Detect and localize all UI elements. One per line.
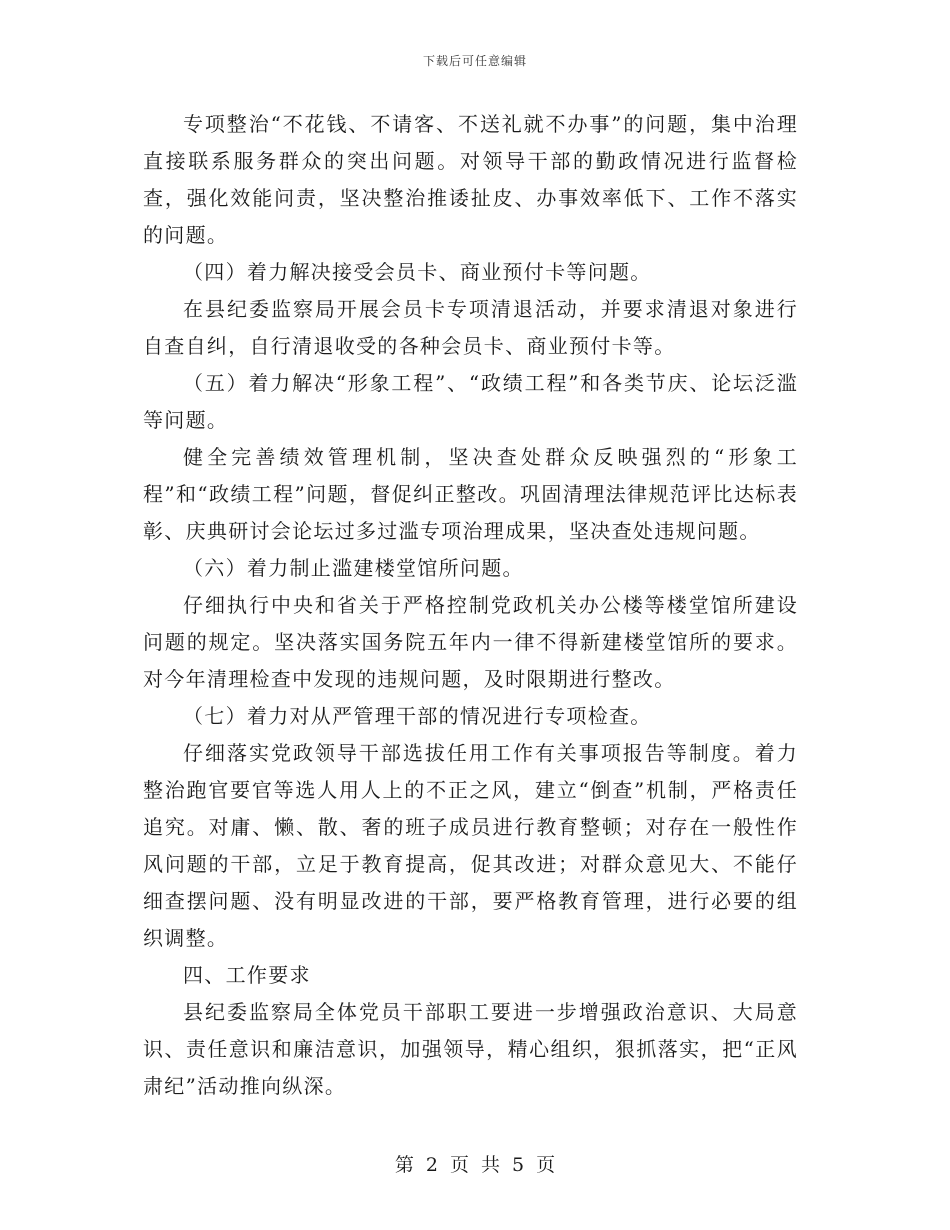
section-heading-work-requirements: 四、工作要求 [183, 963, 311, 987]
paragraph-5: 仔细落实党政领导干部选拔任用工作有关事项报告等制度。着力整治跑官要官等选人用人上的不正之风，建立“倒查”机制，严格责任追究。对庸、懒、散、奢的班子成员进行教育整顿；对存在一般性作风问题的干部，立足于教育提高，促其改进；对群众意见大、不能仔细查摆问题、没有明显改进的干部，要严格教育管理，进行必要的组织调整。 [143, 741, 798, 950]
paragraph-1: 专项整治“不花钱、不请客、不送礼就不办事”的问题，集中治理直接联系服务群众的突出问题。对领导干部的勤政情况进行监督检查，强化效能问责，坚决整治推诿扯皮、办事效率低下、工作不落实的问题。 [143, 112, 798, 247]
document-body [143, 106, 798, 1105]
section-heading-6: （六）着力制止滥建楼堂馆所问题。 [183, 556, 524, 580]
section-heading-4: （四）着力解决接受会员卡、商业预付卡等问题。 [183, 260, 652, 284]
paragraph-4: 仔细执行中央和省关于严格控制党政机关办公楼等楼堂馆所建设问题的规定。坚决落实国务院五年内一律不得新建楼堂馆所的要求。对今年清理检查中发现的违规问题，及时限期进行整改。 [143, 593, 798, 691]
page-number-footer: 第 2 页 共 5 页 [394, 1154, 556, 1176]
page-header: 下载后可任意编辑 [422, 54, 527, 68]
paragraph-2: 在县纪委监察局开展会员卡专项清退活动，并要求清退对象进行自查自纠，自行清退收受的各种会员卡、商业预付卡等。 [143, 297, 798, 358]
paragraph-3: 健全完善绩效管理机制，坚决查处群众反映强烈的“形象工程”和“政绩工程”问题，督促纠正整改。巩固清理法律规范评比达标表彰、庆典研讨会论坛过多过滥专项治理成果，坚决查处违规问题。 [143, 445, 798, 543]
section-heading-5: （五）着力解决“形象工程”、“政绩工程”和各类节庆、论坛泛滥等问题。 [143, 371, 798, 432]
paragraph-6: 县纪委监察局全体党员干部职工要进一步增强政治意识、大局意识、责任意识和廉洁意识，加强领导，精心组织，狠抓落实，把“正风肃纪”活动推向纵深。 [143, 1000, 798, 1098]
section-heading-7: （七）着力对从严管理干部的情况进行专项检查。 [183, 704, 652, 728]
